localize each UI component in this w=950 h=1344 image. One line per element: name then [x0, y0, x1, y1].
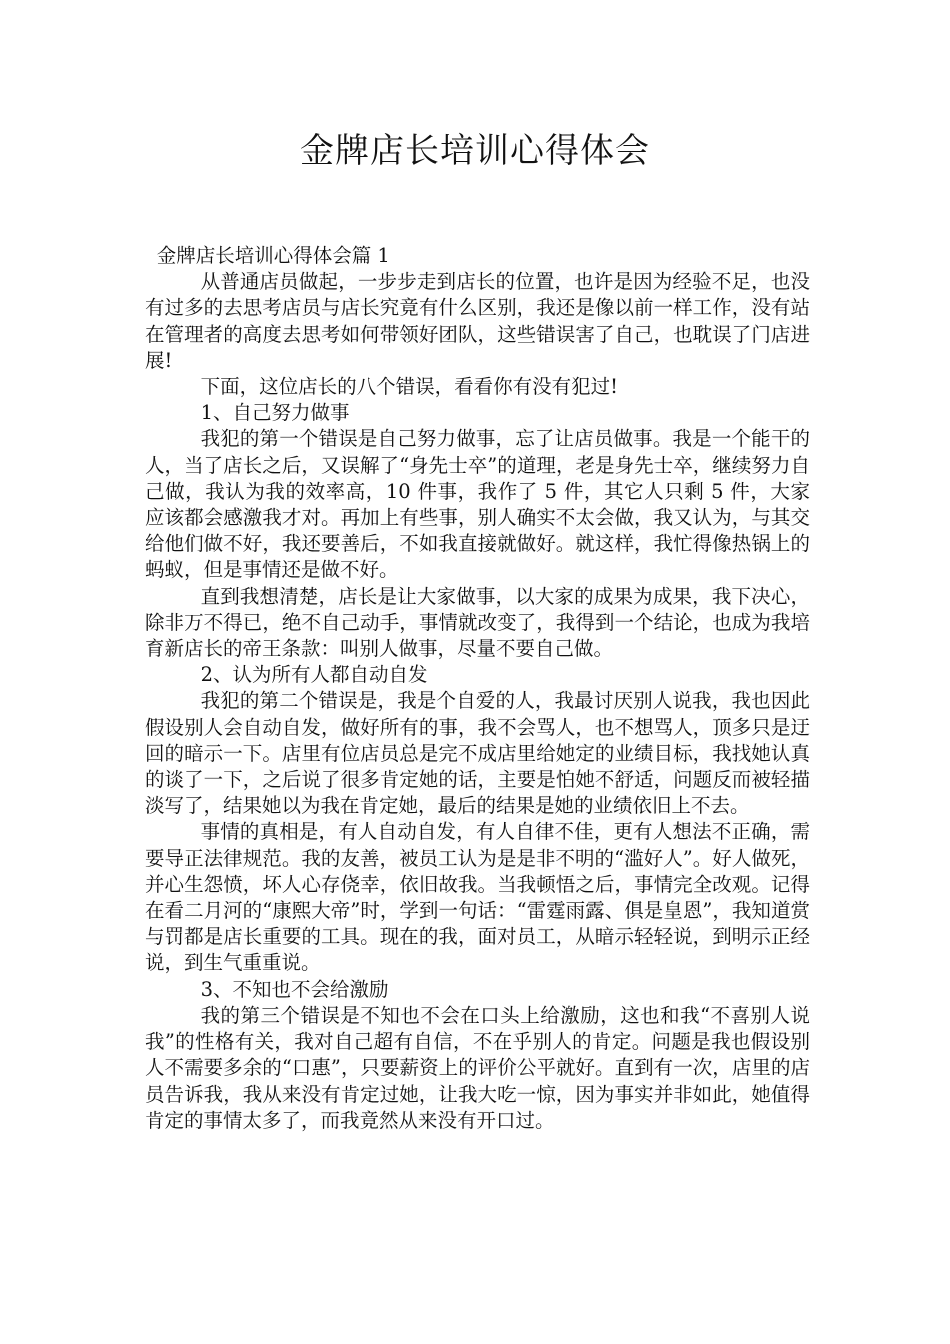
- paragraph: 我犯的第一个错误是自己努力做事，忘了让店员做事。我是一个能干的人，当了店长之后，又误解了“身先士卒”的道理，老是身先士卒，继续努力自己做，我认为我的效率高，10 件事，我作了 5 件，其它人只剩 5 件，大家应该都会感激我才对。再加上有些事，别人确实不太会做，我又认为，与其交给他们做不好，我还要善后，不如我直接就做好。就这样，我忙得像热锅上的蚂蚁，但是事情还是做不好。: [145, 427, 810, 582]
- paragraph: 我的第三个错误是不知也不会在口头上给激励，这也和我“不喜别人说我”的性格有关，我对自己超有自信，不在乎别人的肯定。问题是我也假设别人不需要多余的“口惠”，只要薪资上的评价公平就好。直到有一次，店里的店员告诉我，我从来没有肯定过她，让我大吃一惊，因为事实并非如此，她值得肯定的事情太多了，而我竟然从来没有开口过。: [145, 1003, 810, 1132]
- paragraph: 下面，这位店长的八个错误，看看你有没有犯过!: [200, 375, 618, 399]
- document-title: 金牌店长培训心得体会: [300, 131, 650, 171]
- document-body: [145, 243, 810, 1134]
- paragraph: 从普通店员做起，一步步走到店长的位置，也许是因为经验不足，也没有过多的去思考店员与店长究竟有什么区别，我还是像以前一样工作，没有站在管理者的高度去思考如何带领好团队，这些错误害了自己，也耽误了门店进展!: [145, 270, 810, 372]
- section-heading: 2、认为所有人都自动自发: [200, 663, 428, 687]
- section-heading: 1、自己努力做事: [200, 401, 350, 425]
- section-subtitle: 金牌店长培训心得体会篇 1: [156, 244, 390, 267]
- section-heading: 3、不知也不会给激励: [200, 977, 389, 1001]
- paragraph: 事情的真相是，有人自动自发，有人自律不佳，更有人想法不正确，需要导正法律规范。我的友善，被员工认为是是非不明的“滥好人”。好人做死，并心生怨愤，坏人心存侥幸，依旧故我。当我顿悟之后，事情完全改观。记得在看二月河的“康熙大帝”时，学到一句话：“雷霆雨露、俱是皇恩”，我知道赏与罚都是店长重要的工具。现在的我，面对员工，从暗示轻轻说，到明示正经说，到生气重重说。: [145, 820, 810, 975]
- paragraph: 我犯的第二个错误是，我是个自爱的人，我最讨厌别人说我，我也因此假设别人会自动自发，做好所有的事，我不会骂人，也不想骂人，顶多只是迂回的暗示一下。店里有位店员总是完不成店里给她定的业绩目标，我找她认真的谈了一下，之后说了很多肯定她的话，主要是怕她不舒适，问题反而被轻描淡写了，结果她以为我在肯定她，最后的结果是她的业绩依旧上不去。: [145, 689, 810, 818]
- paragraph: 直到我想清楚，店长是让大家做事，以大家的成果为成果，我下决心，除非万不得已，绝不自己动手，事情就改变了，我得到一个结论，也成为我培育新店长的帝王条款：叫别人做事，尽量不要自己做。: [145, 584, 810, 661]
